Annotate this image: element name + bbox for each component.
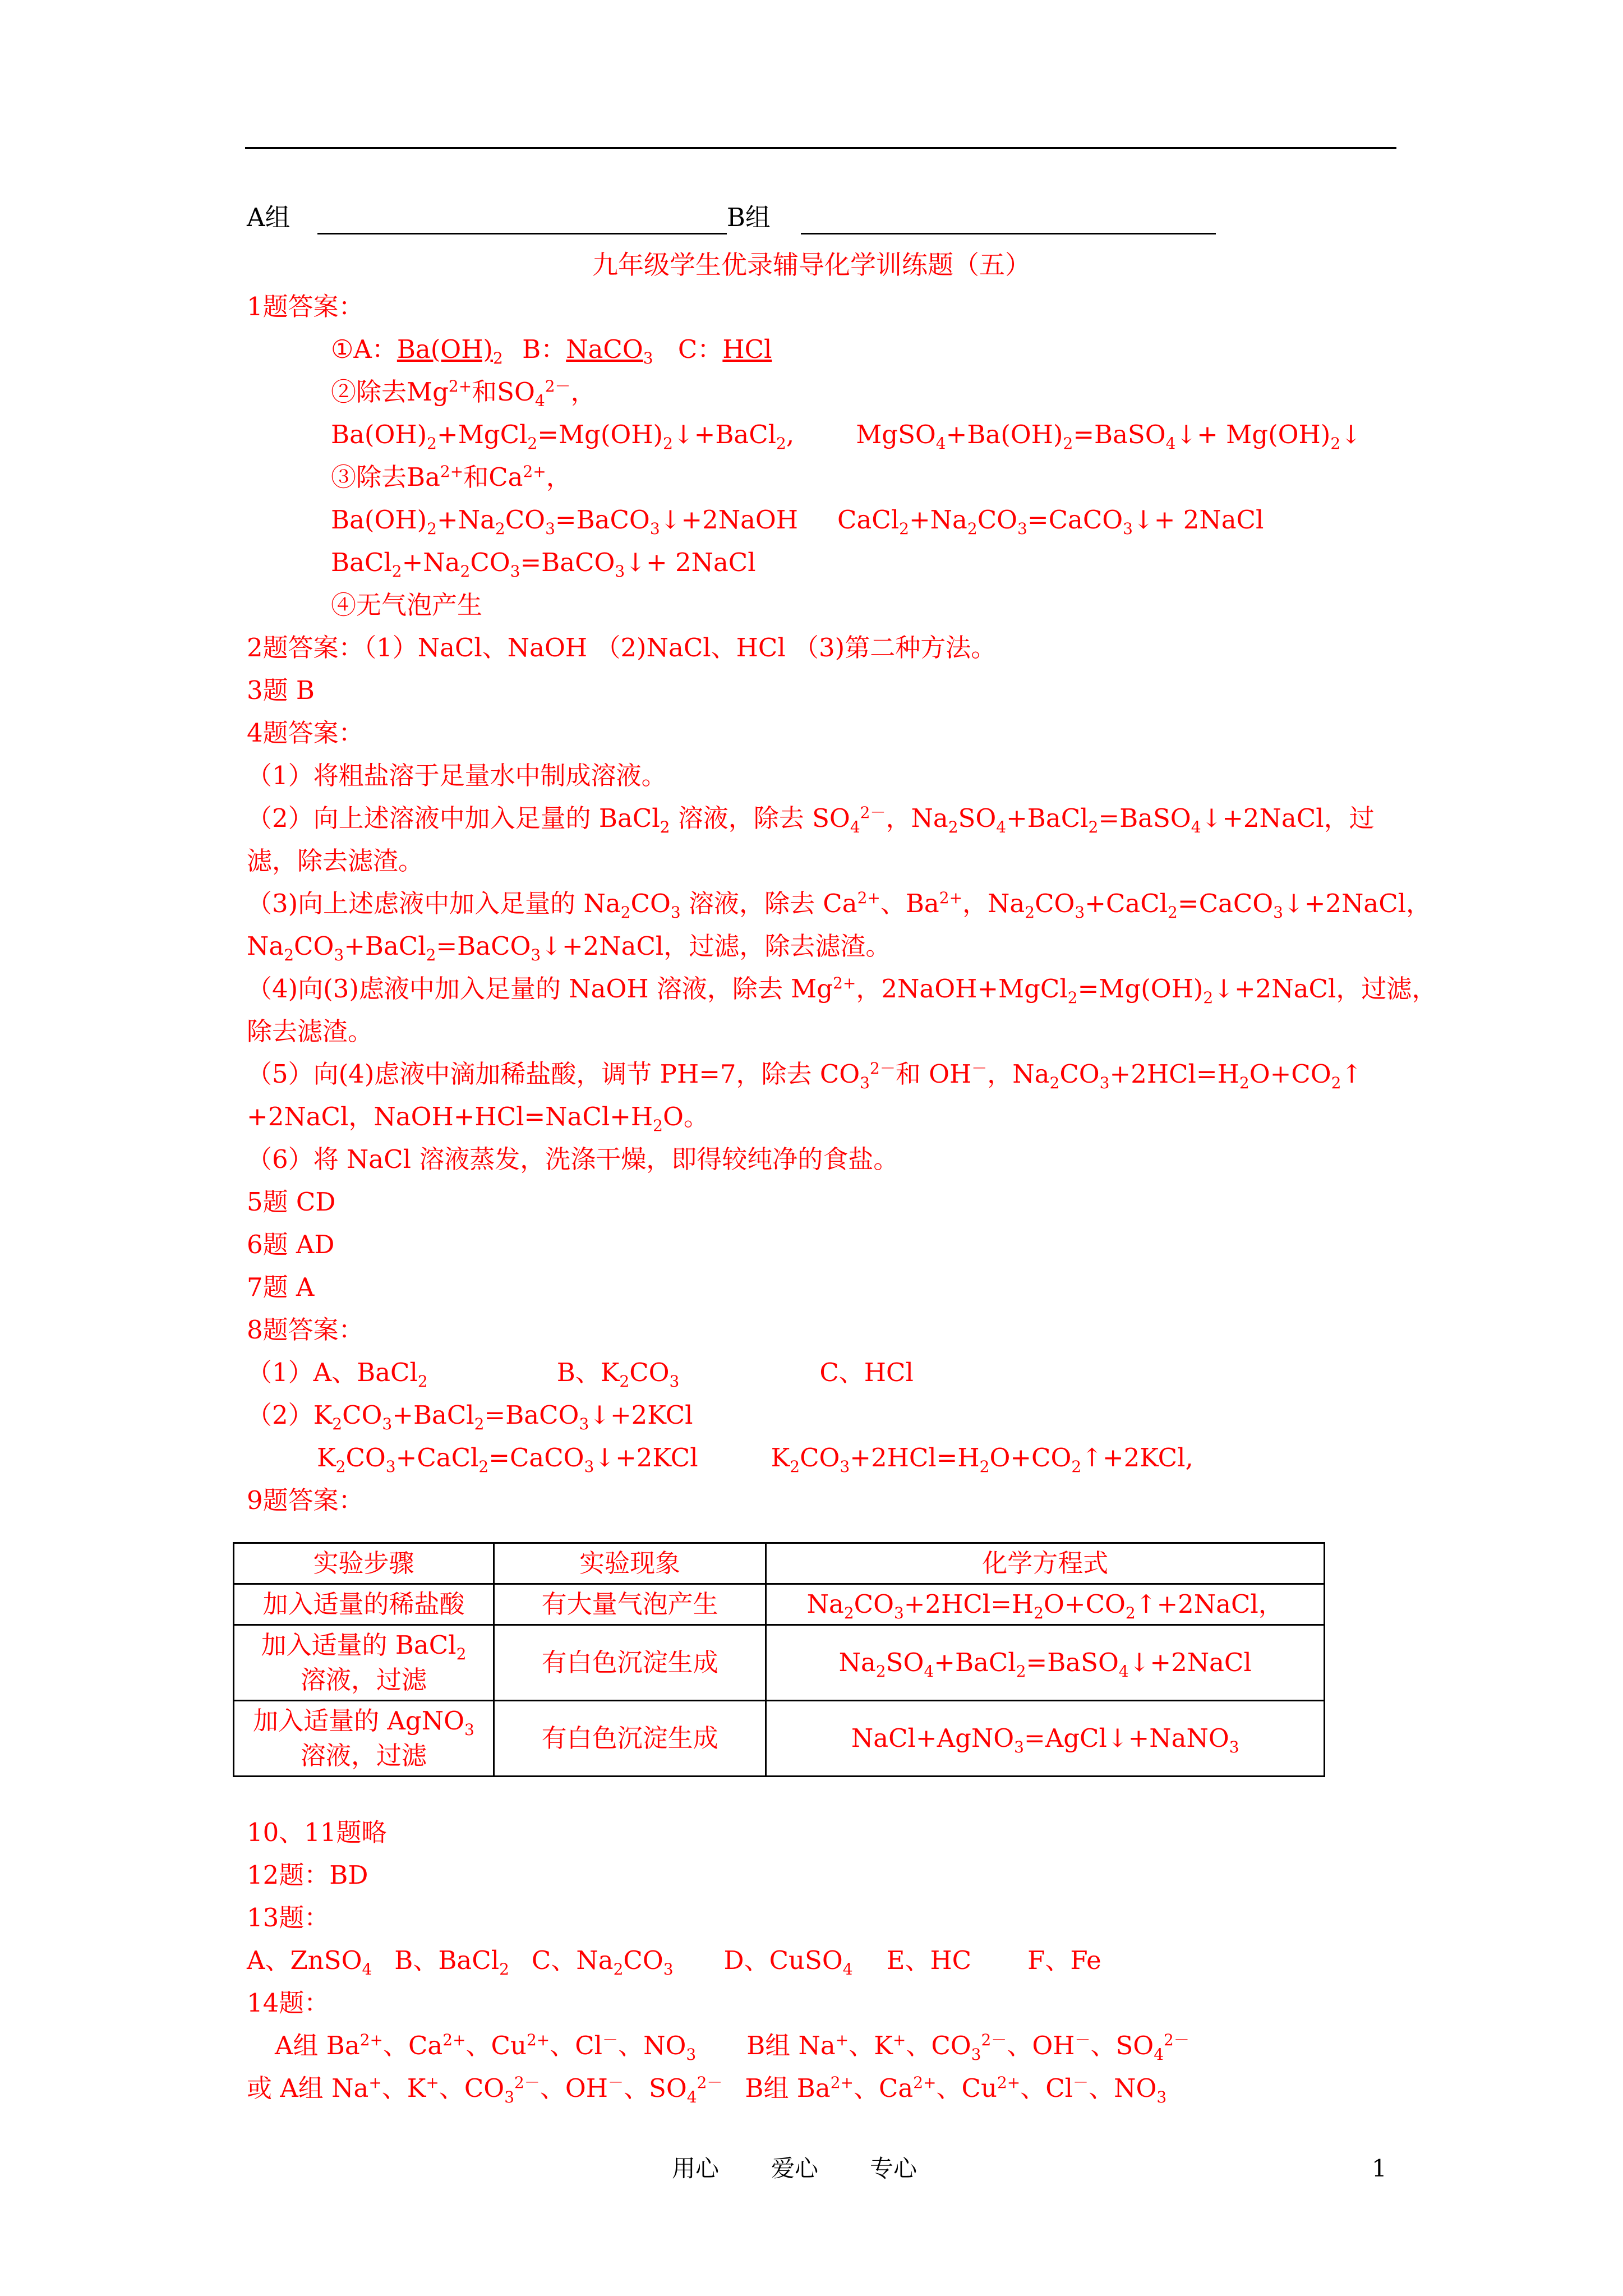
- q4-step-3-wrap: $Na_2CO_3+BaCl_2=BaCO_3↓+2NaCl$，过滤，除去滤渣。: [247, 931, 891, 964]
- group-a-label: A组: [247, 203, 291, 232]
- q12-answer: 12题：BD: [247, 1860, 368, 1890]
- q8-part-2: $(2)K_2CO_3+BaCl_2=BaCO_3↓+2KCl$: [247, 1400, 693, 1433]
- q13-answer: A、ZnSO$_4$ B、BaCl$_2$ C、$Na_2CO_3$ D、CuSO$_4$ E、HC F、Fe: [247, 1945, 1101, 1978]
- group-a-blank: [317, 205, 727, 234]
- q1-item-3: ③除去$Ba^{2+}$和$Ca^{2+}$，: [331, 462, 571, 492]
- page-title: 九年级学生优录辅导化学训练题（五）: [592, 250, 1031, 280]
- q4-step-2: （2）向上述溶液中加入足量的 BaCl$_2$ 溶液，除去 $SO_4^{2-}$，$Na_2SO_4+BaCl_2=BaSO_4↓+2NaCl$，过: [247, 803, 1375, 836]
- q6-answer: 6题 AD: [247, 1230, 335, 1259]
- q4-step-2-wrap: 滤，除去滤渣。: [247, 846, 424, 876]
- q4-step-6: （6）将 NaCl 溶液蒸发，洗涤干燥，即得较纯净的食盐。: [247, 1144, 899, 1174]
- table-row: [234, 1584, 1325, 1625]
- row-3-equation: NaCl+AgNO$_3$=AgCl↓+NaNO$_3$: [766, 1701, 1325, 1777]
- row-2-phenomenon: 有白色沉淀生成: [494, 1625, 766, 1701]
- header-step: 实验步骤: [234, 1543, 494, 1584]
- header-equation: 化学方程式: [766, 1543, 1325, 1584]
- q1-b-label: B：: [522, 334, 566, 364]
- row-1-phenomenon: 有大量气泡产生: [494, 1584, 766, 1625]
- q4-step-4: （4)向(3)虑液中加入足量的 NaOH 溶液，除去 $Mg^{2+}$，$2NaOH+MgCl_2=Mg(OH)_2↓+2NaCl$，过滤，: [247, 974, 1437, 1007]
- q10-11-answer: 10、11题略: [247, 1818, 387, 1847]
- q1-label: 1题答案：: [247, 292, 364, 321]
- q13-label: 13题：: [247, 1903, 330, 1932]
- q1-item-4: ④无气泡产生: [331, 590, 483, 620]
- q2-answer: 2题答案：（1）NaCl、NaOH （2)NaCl、HCl （3)第二种方法。: [247, 633, 997, 662]
- q1-a-label: ①A：: [331, 334, 397, 364]
- q9-label: 9题答案：: [247, 1485, 364, 1515]
- q8-label: 8题答案：: [247, 1315, 364, 1345]
- q1-item-3-equation-2: $BaCl_2+Na_2CO_3=BaCO_3↓+$ 2NaCl: [331, 547, 756, 581]
- q1-item-2-equations: $Ba(OH)_2+MgCl_2=Mg(OH)_2↓+BaCl_2$, $MgSO_4+Ba(OH)_2=BaSO_4↓+$ $Mg(OH)_2↓$: [331, 420, 1362, 453]
- group-header-line: [247, 201, 1216, 234]
- q3-answer: 3题 B: [247, 675, 315, 705]
- page-number: 1: [1372, 2155, 1387, 2182]
- q4-step-4-wrap: 除去滤渣。: [247, 1016, 374, 1046]
- q1-b-answer: NaCO$_3$: [566, 334, 653, 367]
- footer-motto-2: 爱心: [771, 2155, 819, 2182]
- q4-label: 4题答案：: [247, 718, 364, 748]
- table-row: [234, 1625, 1325, 1701]
- q14-answer-2: 或 A组 Na+、K+、$CO_3^{2-}$、OH－、$SO_4^{2-}$ B组 $Ba^{2+}$、$Ca^{2+}$、$Cu^{2+}$、Cl－、$NO_3$: [247, 2073, 1167, 2106]
- row-2-equation: $Na_2SO_4+BaCl_2=BaSO_4↓+2NaCl$: [766, 1625, 1325, 1701]
- table-row: [234, 1701, 1325, 1777]
- q1-item-1: [331, 333, 772, 366]
- q1-a-answer: $Ba(OH)_2$: [396, 334, 503, 367]
- footer-motto-1: 用心: [672, 2155, 720, 2182]
- q8-part-2-equations: $K_2CO_3+CaCl_2=CaCO_3↓+2KCl$ $K_2CO_3+2HCl=H_2O+CO_2↑+2KCl$,: [317, 1443, 1193, 1476]
- row-3-step: 加入适量的 AgNO$_3$ 溶液，过滤: [234, 1701, 494, 1777]
- q14-label: 14题：: [247, 1988, 330, 2018]
- q4-step-1: （1）将粗盐溶于足量水中制成溶液。: [247, 761, 667, 790]
- q8-part-1: （1）A、BaCl$_2$ B、$K_2CO_3$ C、HCl: [247, 1358, 914, 1391]
- q4-step-3: （3)向上述虑液中加入足量的 $Na_2CO_3$ 溶液，除去 $Ca^{2+}$、$Ba^{2+}$，$Na_2CO_3+CaCl_2=CaCO_3↓+2NaCl$，: [247, 889, 1432, 922]
- header-phenomenon: 实验现象: [494, 1543, 766, 1584]
- group-b-blank: [801, 205, 1216, 234]
- q14-answer-1: A组 $Ba^{2+}$、$Ca^{2+}$、$Cu^{2+}$、Cl－、$NO_3$ B组 Na+、K+、$CO_3^{2-}$、OH－、$SO_4^{2-}$: [275, 2031, 1189, 2064]
- q5-answer: 5题 CD: [247, 1187, 336, 1217]
- q1-c-label: C：: [677, 334, 723, 364]
- row-3-phenomenon: 有白色沉淀生成: [494, 1701, 766, 1777]
- q1-c-answer: HCl: [722, 334, 772, 364]
- group-b-label: B组: [726, 203, 771, 232]
- q4-step-5: （5）向(4)虑液中滴加稀盐酸，调节 PH=7，除去 $CO_3^{2-}$和 OH－，$Na_2CO_3+2HCl=H_2O+CO_2↑$: [247, 1059, 1363, 1092]
- q4-step-5-wrap: +2NaCl，$NaOH+HCl=NaCl+H_2O$。: [247, 1102, 709, 1135]
- q7-answer: 7题 A: [247, 1272, 315, 1302]
- q9-answer-table: [233, 1542, 1325, 1777]
- footer-motto-3: 专心: [870, 2155, 917, 2182]
- q1-item-3-equation-1: $Ba(OH)_2+Na_2CO_3=BaCO_3↓+2NaOH$ $CaCl_2+Na_2CO_3=CaCO_3↓+$ 2NaCl: [331, 505, 1264, 538]
- table-header-row: [234, 1543, 1325, 1584]
- row-1-step: 加入适量的稀盐酸: [234, 1584, 494, 1625]
- q1-item-2: ②除去$Mg^{2+}$和$SO_4^{2-}$，: [331, 377, 596, 410]
- row-2-step: 加入适量的 BaCl$_2$ 溶液，过滤: [234, 1625, 494, 1701]
- header-rule: [245, 147, 1396, 149]
- row-1-equation: $Na_2CO_3+2HCl=H_2O+CO_2↑+2NaCl$，: [766, 1584, 1325, 1625]
